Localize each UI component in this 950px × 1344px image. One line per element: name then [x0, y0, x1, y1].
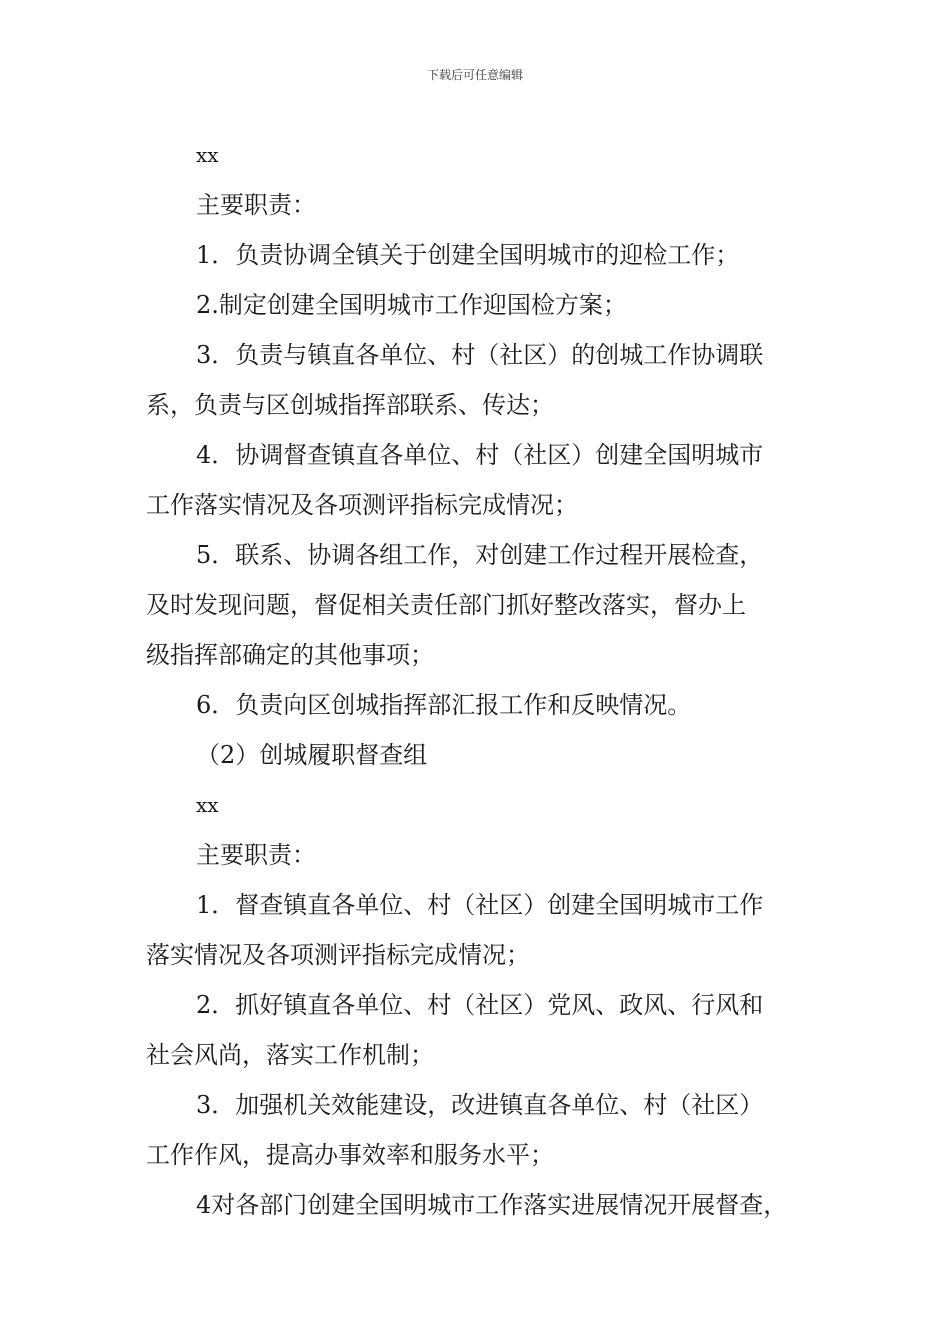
duty-item: 4．协调督查镇直各单位、村（社区）创建全国明城市 [196, 441, 764, 469]
duties-heading: 主要职责： [196, 191, 316, 219]
document-body [146, 130, 816, 1230]
duty-item-continued: 社会风尚，落实工作机制； [146, 1041, 434, 1069]
duty-item-continued: 系，负责与区创城指挥部联系、传达； [146, 391, 554, 419]
duty-item-continued: 及时发现问题，督促相关责任部门抓好整改落实，督办上 [146, 591, 746, 619]
section-heading: （2）创城履职督查组 [196, 741, 428, 769]
duty-item: 2．抓好镇直各单位、村（社区）党风、政风、行风和 [196, 991, 764, 1019]
duty-item-continued: 级指挥部确定的其他事项； [146, 641, 434, 669]
duty-item: 3．加强机关效能建设，改进镇直各单位、村（社区） [196, 1091, 764, 1119]
duty-item-continued: 工作落实情况及各项测评指标完成情况； [146, 491, 578, 519]
responsible-person: xx [196, 793, 219, 817]
duty-item: 6．负责向区创城指挥部汇报工作和反映情况。 [196, 691, 692, 719]
responsible-person: xx [196, 143, 219, 167]
duty-item-continued: 工作作风，提高办事效率和服务水平； [146, 1141, 554, 1169]
duty-item: 3．负责与镇直各单位、村（社区）的创城工作协调联 [196, 341, 764, 369]
duty-item: 4对各部门创建全国明城市工作落实进展情况开展督查， [196, 1191, 788, 1219]
duties-heading: 主要职责： [196, 841, 316, 869]
duty-item: 2.制定创建全国明城市工作迎国检方案； [196, 291, 627, 319]
duty-item: 1．负责协调全镇关于创建全国明城市的迎检工作； [196, 241, 740, 269]
page-header: 下载后可任意编辑 [426, 68, 523, 82]
duty-item: 5．联系、协调各组工作，对创建工作过程开展检查， [196, 541, 764, 569]
duty-item-continued: 落实情况及各项测评指标完成情况； [146, 941, 530, 969]
duty-item: 1．督查镇直各单位、村（社区）创建全国明城市工作 [196, 891, 764, 919]
